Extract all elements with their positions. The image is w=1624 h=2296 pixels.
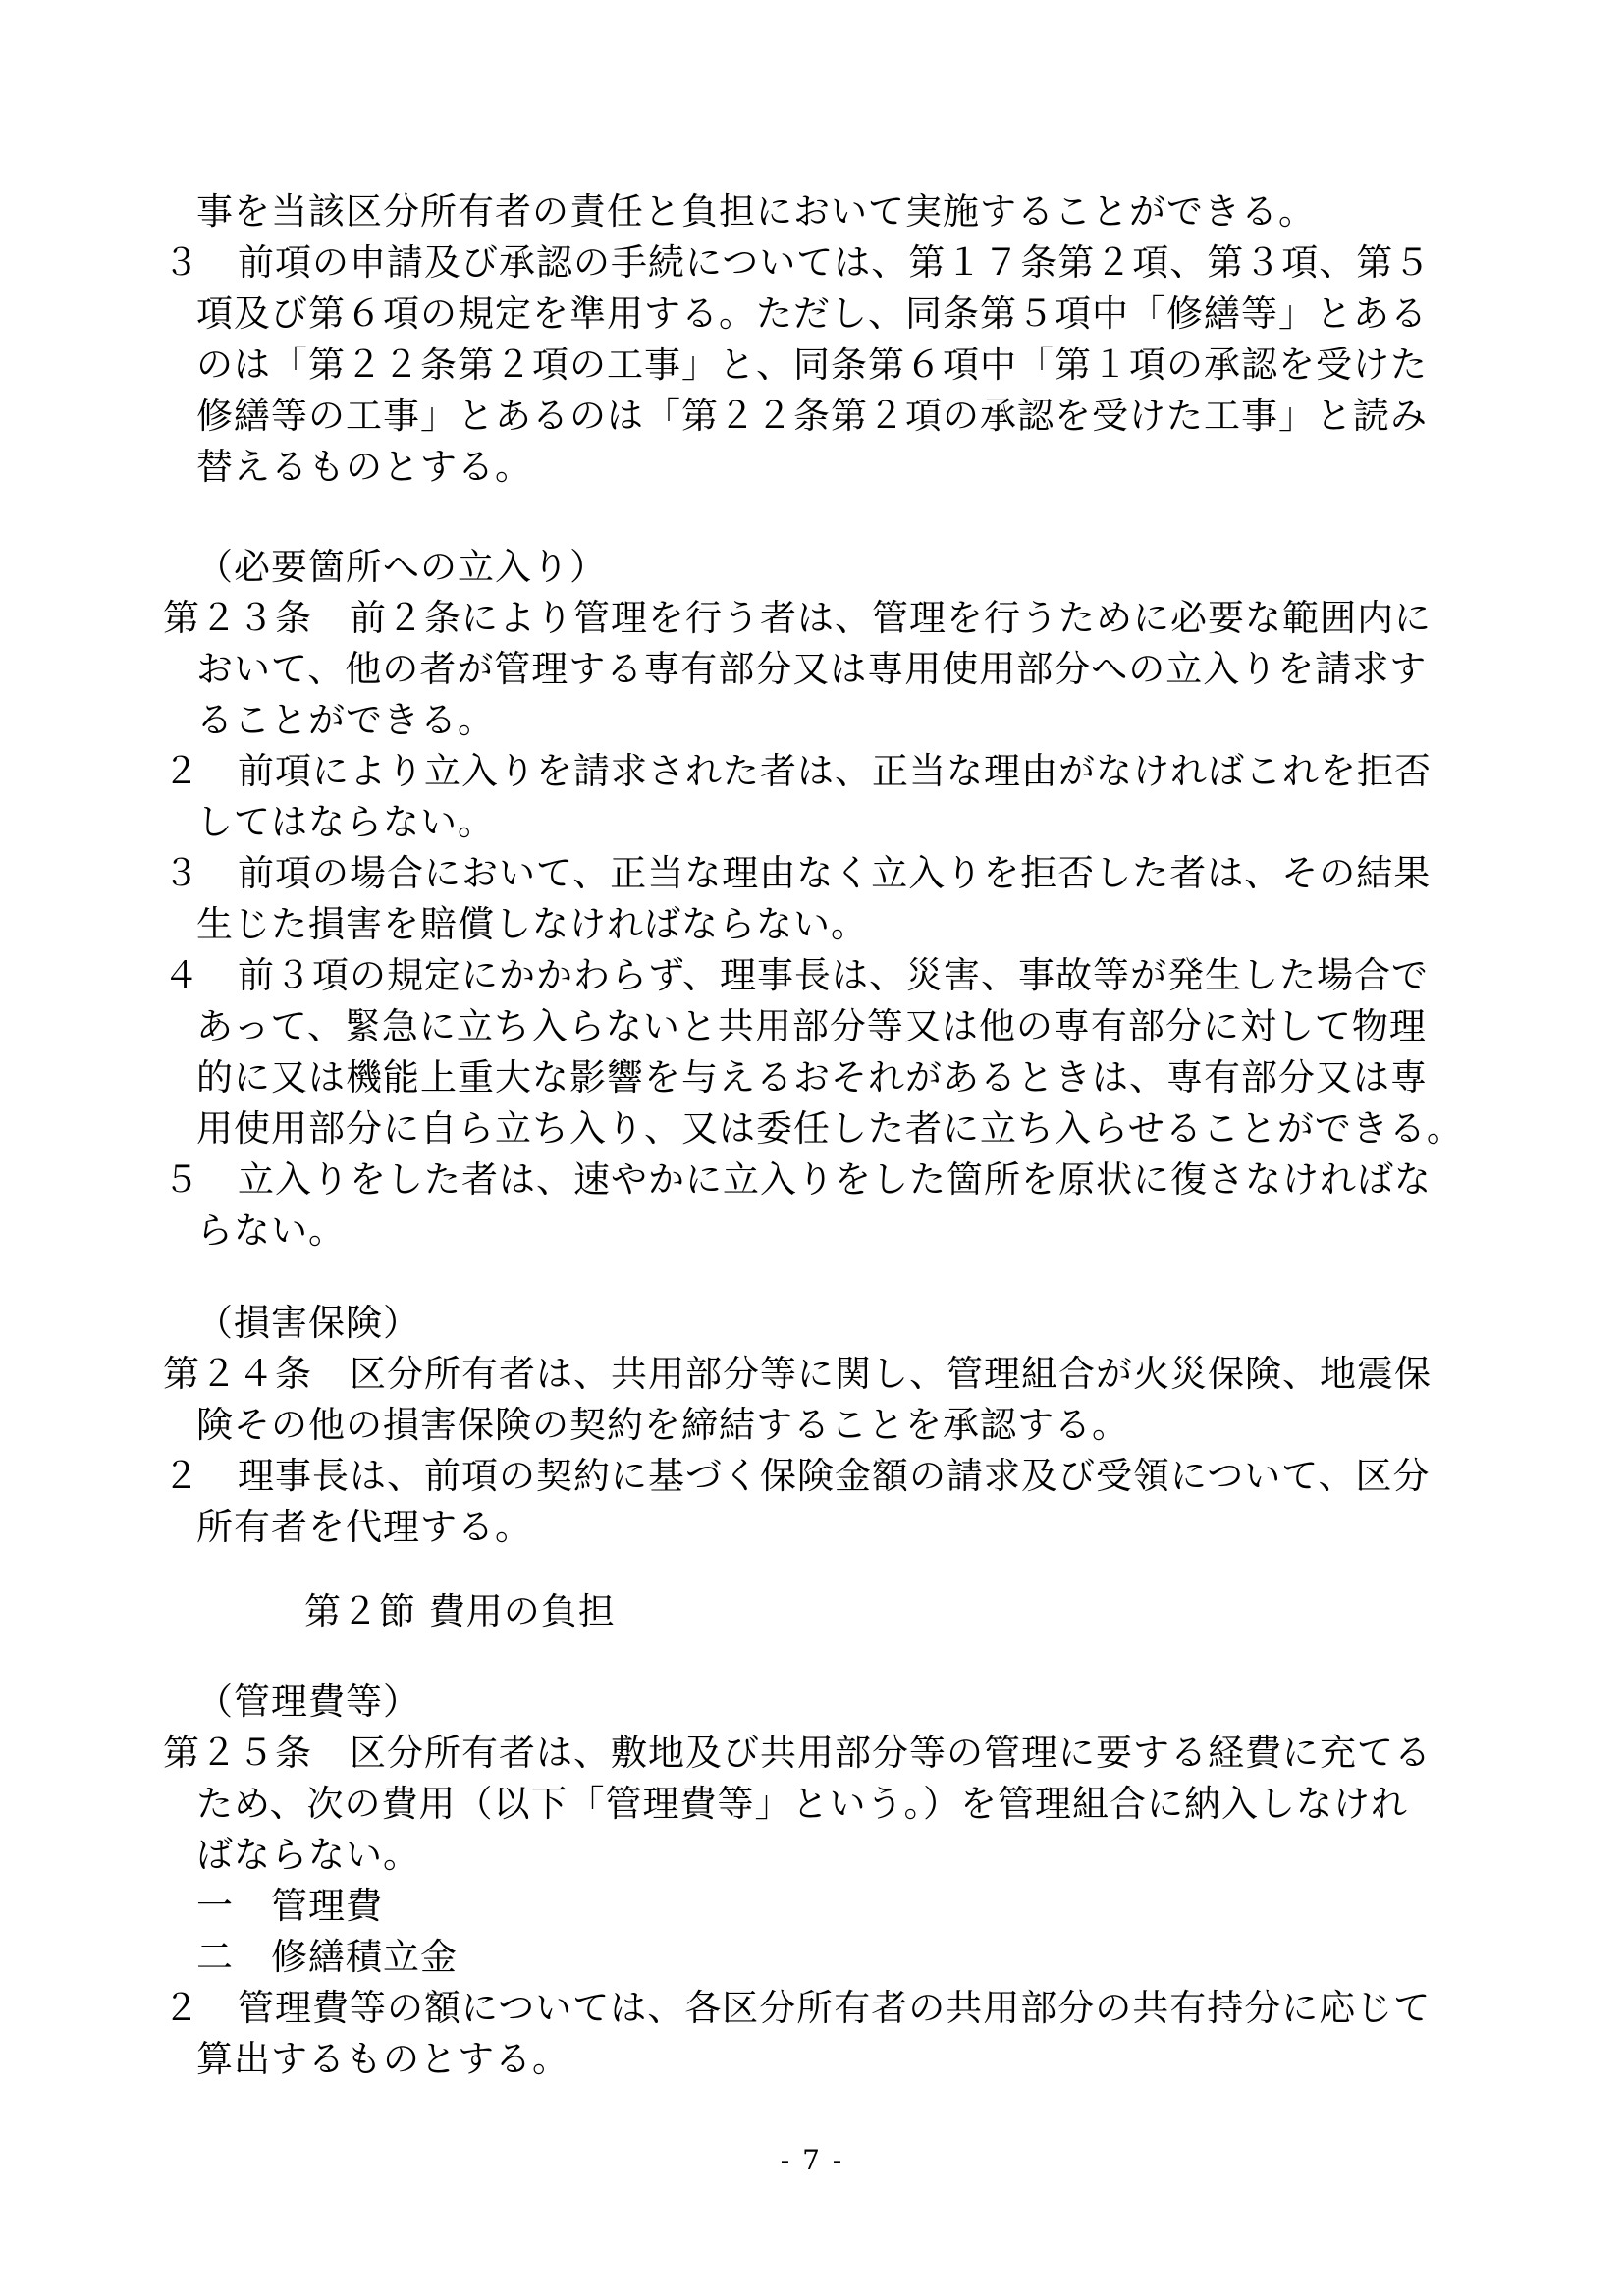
text-line: 項及び第６項の規定を準用する。ただし、同条第５項中「修繕等」とある — [196, 293, 1428, 335]
article-line: 第２３条 前２条により管理を行う者は、管理を行うために必要な範囲内に — [163, 597, 1432, 639]
text-line: おいて、他の者が管理する専有部分又は専用使用部分への立入りを請求す — [196, 648, 1428, 690]
section-heading: （管理費等） — [196, 1681, 420, 1723]
text-line: 険その他の損害保険の契約を締結することを承認する。 — [196, 1404, 1129, 1446]
section-heading: （必要箇所への立入り） — [196, 546, 607, 588]
text-line: ４ 前３項の規定にかかわらず、理事長は、災害、事故等が発生した場合で — [163, 954, 1430, 996]
text-line: ３ 前項の申請及び承認の手続については、第１７条第２項、第３項、第５ — [163, 241, 1432, 284]
list-item: 一 管理費 — [196, 1885, 383, 1927]
list-item: 二 修繕積立金 — [196, 1936, 458, 1978]
text-line: 修繕等の工事」とあるのは「第２２条第２項の承認を受けた工事」と読み — [196, 395, 1428, 437]
text-line: ばならない。 — [196, 1834, 420, 1876]
text-line: ２ 管理費等の額については、各区分所有者の共用部分の共有持分に応じて — [163, 1987, 1432, 2029]
text-line: のは「第２２条第２項の工事」と、同条第６項中「第１項の承認を受けた — [196, 344, 1428, 386]
article-line: 第２５条 区分所有者は、敷地及び共用部分等の管理に要する経費に充てる — [163, 1732, 1432, 1774]
text-line: ３ 前項の場合において、正当な理由なく立入りを拒否した者は、その結果 — [163, 852, 1432, 894]
page-number: - 7 - — [780, 2144, 844, 2176]
text-line: らない。 — [196, 1209, 346, 1252]
text-line: 事を当該区分所有者の責任と負担において実施することができる。 — [196, 190, 1316, 233]
text-line: ため、次の費用（以下「管理費等」という。）を管理組合に納入しなけれ — [196, 1783, 1409, 1825]
text-line: 的に又は機能上重大な影響を与えるおそれがあるときは、専有部分又は専 — [196, 1056, 1428, 1098]
text-line: 替えるものとする。 — [196, 446, 532, 488]
chapter-heading: 第２節 費用の負担 — [304, 1590, 616, 1632]
text-line: ２ 前項により立入りを請求された者は、正当な理由がなければこれを拒否 — [163, 750, 1432, 792]
text-line: 所有者を代理する。 — [196, 1506, 532, 1548]
text-line: ２ 理事長は、前項の契約に基づく保険金額の請求及び受領について、区分 — [163, 1455, 1431, 1497]
text-line: あって、緊急に立ち入らないと共用部分等又は他の専有部分に対して物理 — [196, 1005, 1427, 1047]
text-line: ることができる。 — [196, 699, 495, 741]
text-line: 生じた損害を賠償しなければならない。 — [196, 903, 868, 945]
text-line: 算出するものとする。 — [196, 2038, 569, 2080]
article-line: 第２４条 区分所有者は、共用部分等に関し、管理組合が火災保険、地震保 — [163, 1353, 1432, 1395]
text-line: ５ 立入りをした者は、速やかに立入りをした箇所を原状に復さなければな — [163, 1158, 1432, 1201]
section-heading: （損害保険） — [196, 1302, 420, 1344]
text-line: 用使用部分に自ら立ち入り、又は委任した者に立ち入らせることができる。 — [196, 1107, 1464, 1149]
text-line: してはならない。 — [196, 801, 495, 843]
